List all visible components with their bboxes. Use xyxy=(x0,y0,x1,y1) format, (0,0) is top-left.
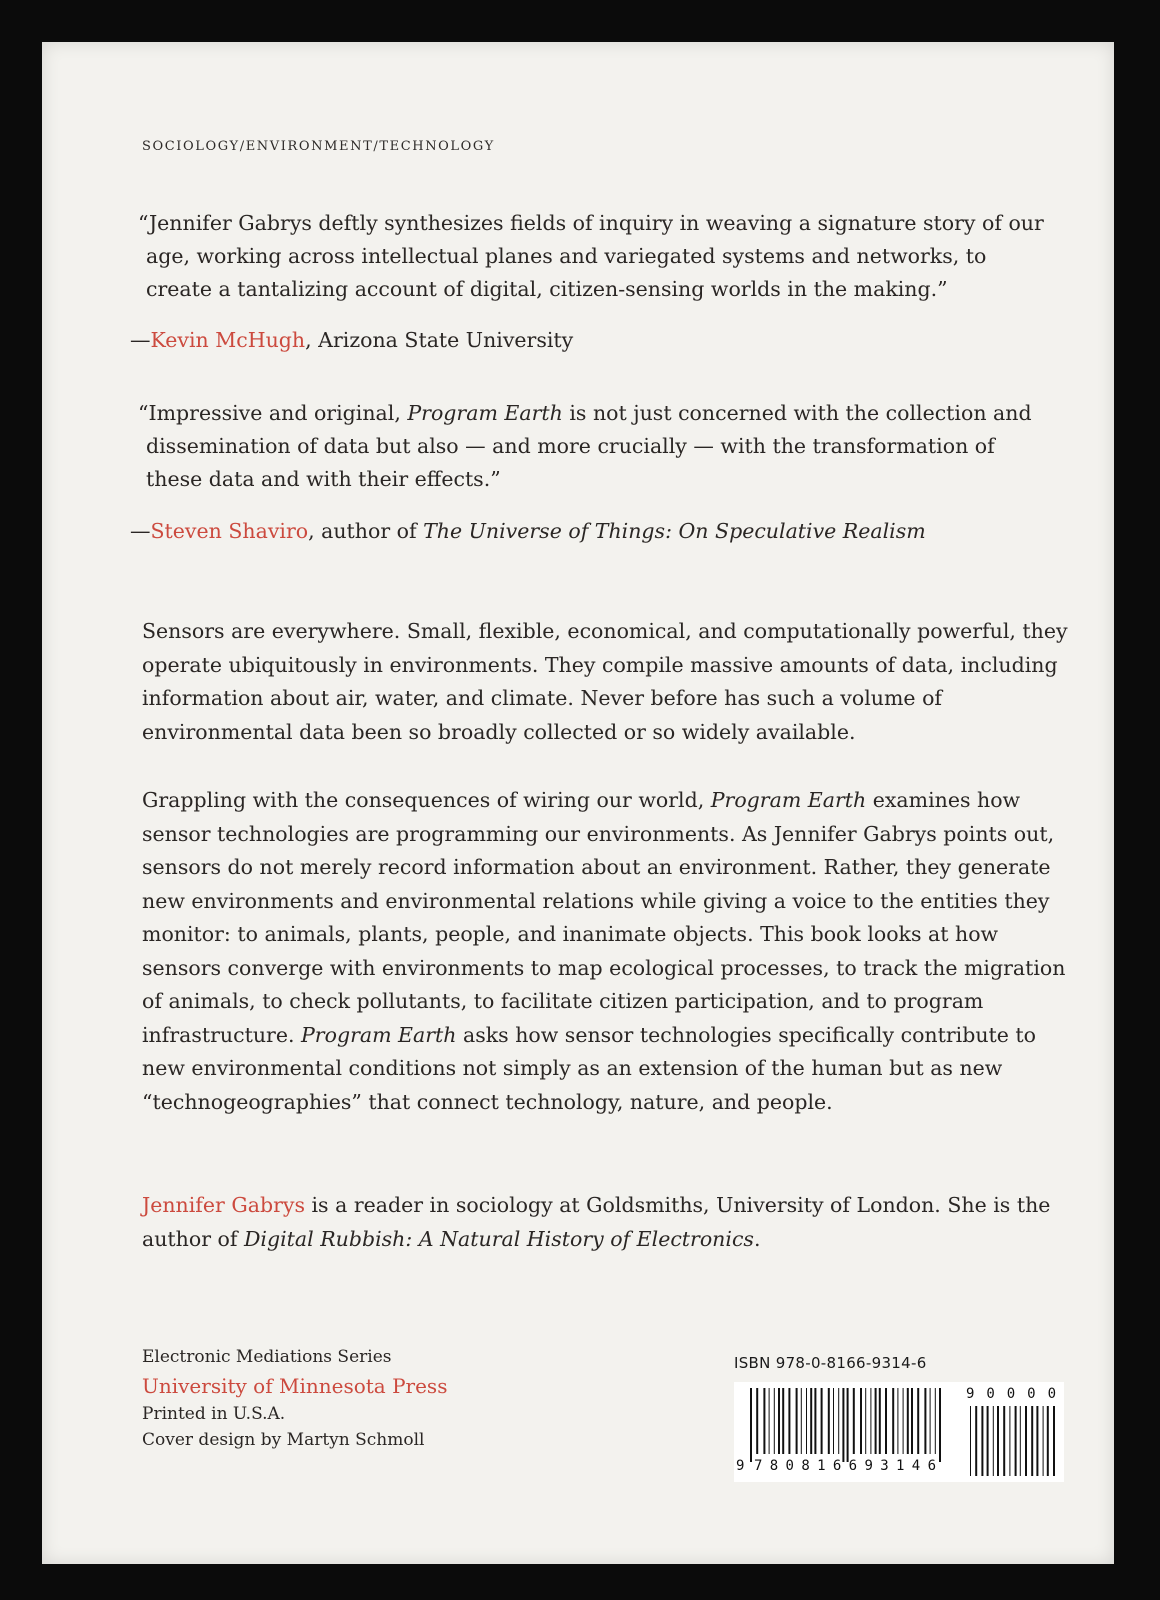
barcode-bar xyxy=(981,1406,983,1476)
barcode-bar xyxy=(782,1388,784,1454)
barcode-bar xyxy=(1015,1406,1017,1476)
p2-title-2: Program Earth xyxy=(301,1022,457,1047)
barcode-bar xyxy=(847,1388,849,1462)
barcode-bar xyxy=(788,1388,790,1454)
quote-2-attribution xyxy=(130,516,926,546)
barcode-bar xyxy=(756,1388,758,1454)
barcode-bar xyxy=(870,1388,871,1454)
barcode-price-code: 90000 xyxy=(966,1386,1056,1402)
quote-1-author: Kevin McHugh xyxy=(150,328,306,352)
barcode-bar xyxy=(935,1388,936,1454)
barcode-bar xyxy=(1025,1406,1027,1476)
quote-1 xyxy=(138,207,1046,306)
barcode-bar xyxy=(774,1388,775,1454)
barcode-bar xyxy=(796,1388,798,1454)
quote-1-affiliation: , Arizona State University xyxy=(305,328,574,352)
barcode-bar xyxy=(806,1388,807,1454)
barcode-bar xyxy=(853,1388,855,1454)
barcode-bar xyxy=(970,1406,971,1476)
barcode-bar xyxy=(842,1388,844,1462)
barcode-bar xyxy=(778,1388,780,1454)
isbn-label: ISBN 978-0-8166-9314-6 xyxy=(734,1354,927,1372)
author-bio xyxy=(142,1189,1082,1256)
barcode-bar xyxy=(917,1388,919,1454)
p2-part-c: asks how sensor technologies specifically contribute to new environmental conditions not simply as an extension of the human but as new “technogeographies” that connect technology, nature, and people. xyxy=(142,1022,1036,1114)
book-back-cover xyxy=(42,42,1114,1564)
barcode-bar xyxy=(885,1388,887,1454)
barcode-first-digit: 9 xyxy=(736,1458,745,1474)
barcode-bar xyxy=(924,1388,926,1454)
barcode-bar xyxy=(801,1388,802,1454)
barcode-bar xyxy=(833,1388,834,1454)
barcode-bar xyxy=(975,1406,977,1476)
author-bio-text: is a reader in sociology at Goldsmiths, University of London. She is the author of xyxy=(142,1193,1051,1251)
p2-part-b: examines how sensor technologies are programming our environments. As Jennifer Gabrys points out, sensors do not merely record information about an environment. Rather, they generate new environments and environmental relations while giving a voice to the entities they monitor: to animals, plants, people, and inanimate objects. This book looks at how sensors converge with environments to map ecological processes, to track the migration of animals, to check pollutants, to facilitate citizen participation, and to program infrastructure. xyxy=(142,788,1066,1047)
quote-2 xyxy=(138,397,1046,496)
quote-1-attribution xyxy=(130,325,573,355)
barcode-bar xyxy=(997,1406,999,1476)
author-bio-book: Digital Rubbish: A Natural History of Electronics xyxy=(243,1226,754,1251)
barcode-bar xyxy=(903,1388,904,1454)
category-label: SOCIOLOGY/ENVIRONMENT/TECHNOLOGY xyxy=(142,139,495,154)
quote-2-affiliation-book: The Universe of Things: On Speculative Realism xyxy=(423,519,926,543)
barcode-bar xyxy=(930,1388,931,1454)
publisher-info xyxy=(142,1344,447,1454)
p2-part-a: Grappling with the consequences of wiring our world, xyxy=(142,788,711,812)
quote-2-text-after: is not just concerned with the collection and dissemination of data but also — and more crucially — with the transformation of these data and with their effects.” xyxy=(146,401,1032,491)
description-paragraph-1: Sensors are everywhere. Small, flexible, economical, and computationally powerful, they operate ubiquitously in environments. They compile massive amounts of data, including information about air, water, and climate. Never before has such a volume of environmental data been so broadly collected or so widely available. xyxy=(142,619,1068,744)
quote-2-affiliation-prefix: , author of xyxy=(308,519,424,543)
press-name: University of Minnesota Press xyxy=(142,1373,448,1398)
barcode-bar xyxy=(1020,1406,1021,1476)
quote-1-text: “Jennifer Gabrys deftly synthesizes fields of inquiry in weaving a signature story of our age, working across intellectual planes and variegated systems and networks, to create a tantalizing account of digital, citizen-sensing worlds in the making.” xyxy=(138,211,1044,301)
barcode-bar xyxy=(897,1388,898,1454)
barcode-bar xyxy=(1053,1406,1055,1476)
barcode-bar xyxy=(1003,1406,1005,1476)
barcode-bar xyxy=(821,1388,823,1454)
barcode-bar xyxy=(1031,1406,1033,1476)
barcode-bar xyxy=(810,1388,812,1454)
barcode-bar xyxy=(763,1388,765,1454)
barcode-bar xyxy=(828,1388,830,1454)
printed-in: Printed in U.S.A. xyxy=(142,1403,286,1424)
barcode-bar xyxy=(1043,1406,1044,1476)
barcode-bar xyxy=(814,1388,816,1454)
barcode-bar xyxy=(993,1406,994,1476)
quote-2-dash: — xyxy=(130,519,151,543)
p2-title-1: Program Earth xyxy=(710,788,867,812)
barcode-bar xyxy=(1009,1406,1010,1476)
barcode-bar xyxy=(892,1388,894,1454)
quote-2-text-before: “Impressive and original, xyxy=(138,401,408,425)
cover-design-credit: Cover design by Martyn Schmoll xyxy=(142,1430,425,1450)
barcode-bar xyxy=(907,1388,909,1454)
quote-2-author: Steven Shaviro xyxy=(150,519,309,543)
barcode-bar xyxy=(860,1388,862,1454)
quote-2-title: Program Earth xyxy=(407,401,563,425)
description-paragraph-2 xyxy=(142,784,1082,1119)
author-bio-end: . xyxy=(753,1226,761,1251)
barcode-bar xyxy=(838,1388,839,1454)
barcode-bar xyxy=(875,1388,877,1454)
barcode-bar xyxy=(939,1388,941,1462)
barcode-bar xyxy=(879,1388,881,1454)
barcode-bar xyxy=(750,1388,752,1462)
author-bio-name: Jennifer Gabrys xyxy=(142,1193,305,1217)
barcode-digits: 780816693146 xyxy=(754,1458,936,1474)
barcode-bar xyxy=(1036,1406,1038,1476)
quote-1-dash: — xyxy=(130,328,151,352)
barcode-bar xyxy=(769,1388,770,1454)
series-name: Electronic Mediations Series xyxy=(142,1347,392,1367)
barcode-bar xyxy=(987,1406,989,1476)
isbn-barcode xyxy=(734,1382,1064,1482)
barcode-bar xyxy=(865,1388,866,1454)
barcode-bar xyxy=(911,1388,913,1454)
barcode-bar xyxy=(1047,1406,1049,1476)
